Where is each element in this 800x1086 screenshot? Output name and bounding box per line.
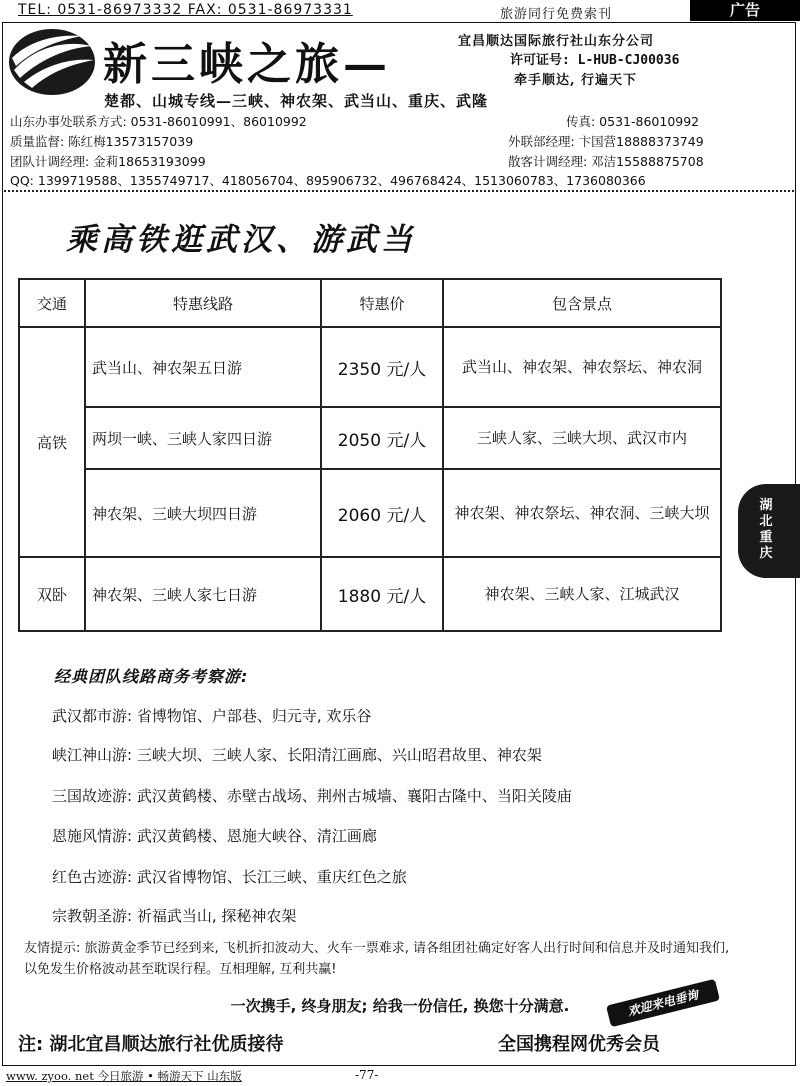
promo-headline: 乘高铁逛武汉、游武当 [66,222,416,258]
page-number: -77- [355,1068,379,1082]
license-number: 许可证号: L-HUB-CJ00036 [510,53,680,68]
table-row [19,327,721,407]
dotted-divider [4,190,794,200]
member-badge: 全国携程网优秀会员 [498,1034,660,1055]
company-name: 宜昌顺达国际旅行社山东分公司 [458,34,655,49]
welcome-stamp: 欢迎来电垂询 [606,979,720,1027]
fax-number: 传真: 0531-86010992 [566,114,700,129]
route-cell: 神农架、三峡大坝四日游 [85,469,321,557]
table-row [19,407,721,469]
friendly-notice: 友情提示: 旅游黄金季节已经到来, 飞机折扣波动大、火车一票难求, 请各组团社确定好客人出行时间和信息并及时通知我们, 以免发生价格波动甚至耽误行程。互相理解, 互利共赢! [24,941,730,977]
route-slogan: 楚都、山城专线—三峡、神农架、武当山、重庆、武隆 [104,92,489,110]
list-item: 宗教朝圣游: 祈福武当山, 探秘神农架 [52,907,297,925]
external-manager: 外联部经理: 卞国营18888373749 [508,134,704,149]
motto: 牵手顺达, 行遍天下 [514,73,638,88]
list-item: 红色古迹游: 武汉省博物馆、长江三峡、重庆红色之旅 [52,868,407,886]
table-row [19,557,721,631]
route-cell: 武当山、神农架五日游 [85,327,321,407]
sights-cell: 神农架、三峡人家、江城武汉 [443,557,721,631]
ad-badge: 广告 [690,0,800,21]
header-price: 特惠价 [321,279,443,327]
service-slogan: 一次携手, 终身朋友; 给我一份信任, 换您十分满意. [230,997,570,1015]
sights-cell: 武当山、神农架、神农祭坛、神农洞 [443,327,721,407]
list-item: 三国故迹游: 武汉黄鹤楼、赤壁古战场、荆州古城墙、襄阳古隆中、当阳关陵庙 [52,787,572,805]
route-cell: 两坝一峡、三峡人家四日游 [85,407,321,469]
header-route: 特惠线路 [85,279,321,327]
list-item: 峡江神山游: 三峡大坝、三峡人家、长阳清江画廊、兴山昭君故里、神农架 [52,746,542,764]
price-cell: 2050 元/人 [321,407,443,469]
magazine-label: 旅游同行免费索刊 [500,7,613,22]
group-manager: 团队计调经理: 金莉18653193099 [10,154,206,169]
qq-numbers: QQ: 1399719588、1355749717、418056704、895906732、496768424、1513060783、1736080366 [10,173,646,188]
reception-note: 注: 湖北宜昌顺达旅行社优质接待 [18,1034,284,1055]
office-contact: 山东办事处联系方式: 0531-86010991、86010992 [10,114,307,129]
transport-cell: 高铁 [19,327,85,557]
route-cell: 神农架、三峡人家七日游 [85,557,321,631]
table-row [19,469,721,557]
sights-cell: 三峡人家、三峡大坝、武汉市内 [443,407,721,469]
quality-supervisor: 质量监督: 陈红梅13573157039 [10,134,194,149]
top-bar [0,0,800,22]
region-side-tab [738,484,800,578]
header-sights: 包含景点 [443,279,721,327]
classic-tours-title: 经典团队线路商务考察游: [54,667,249,686]
individual-manager: 散客计调经理: 邓洁15588875708 [508,154,704,169]
price-cell: 2350 元/人 [321,327,443,407]
contact-line: TEL: 0531-86973332 FAX: 0531-86973331 [18,2,353,18]
price-cell: 1880 元/人 [321,557,443,631]
list-item: 恩施风情游: 武汉黄鹤楼、恩施大峡谷、清江画廊 [52,827,377,845]
price-cell: 2060 元/人 [321,469,443,557]
list-item: 武汉都市游: 省博物馆、户部巷、归元寺, 欢乐谷 [52,707,372,725]
table-header-row [19,279,721,327]
route-table [18,278,722,632]
brand-logo-icon [6,26,98,98]
brand-title: 新三峡之旅— [103,39,391,90]
header-transport: 交通 [19,279,85,327]
transport-cell: 双卧 [19,557,85,631]
sights-cell: 神农架、神农祭坛、神农洞、三峡大坝 [443,469,721,557]
footer-site: www. zyoo. net 今日旅游 • 畅游天下 山东版 [6,1069,242,1083]
side-tab-label: 湖北重庆 [759,498,773,561]
